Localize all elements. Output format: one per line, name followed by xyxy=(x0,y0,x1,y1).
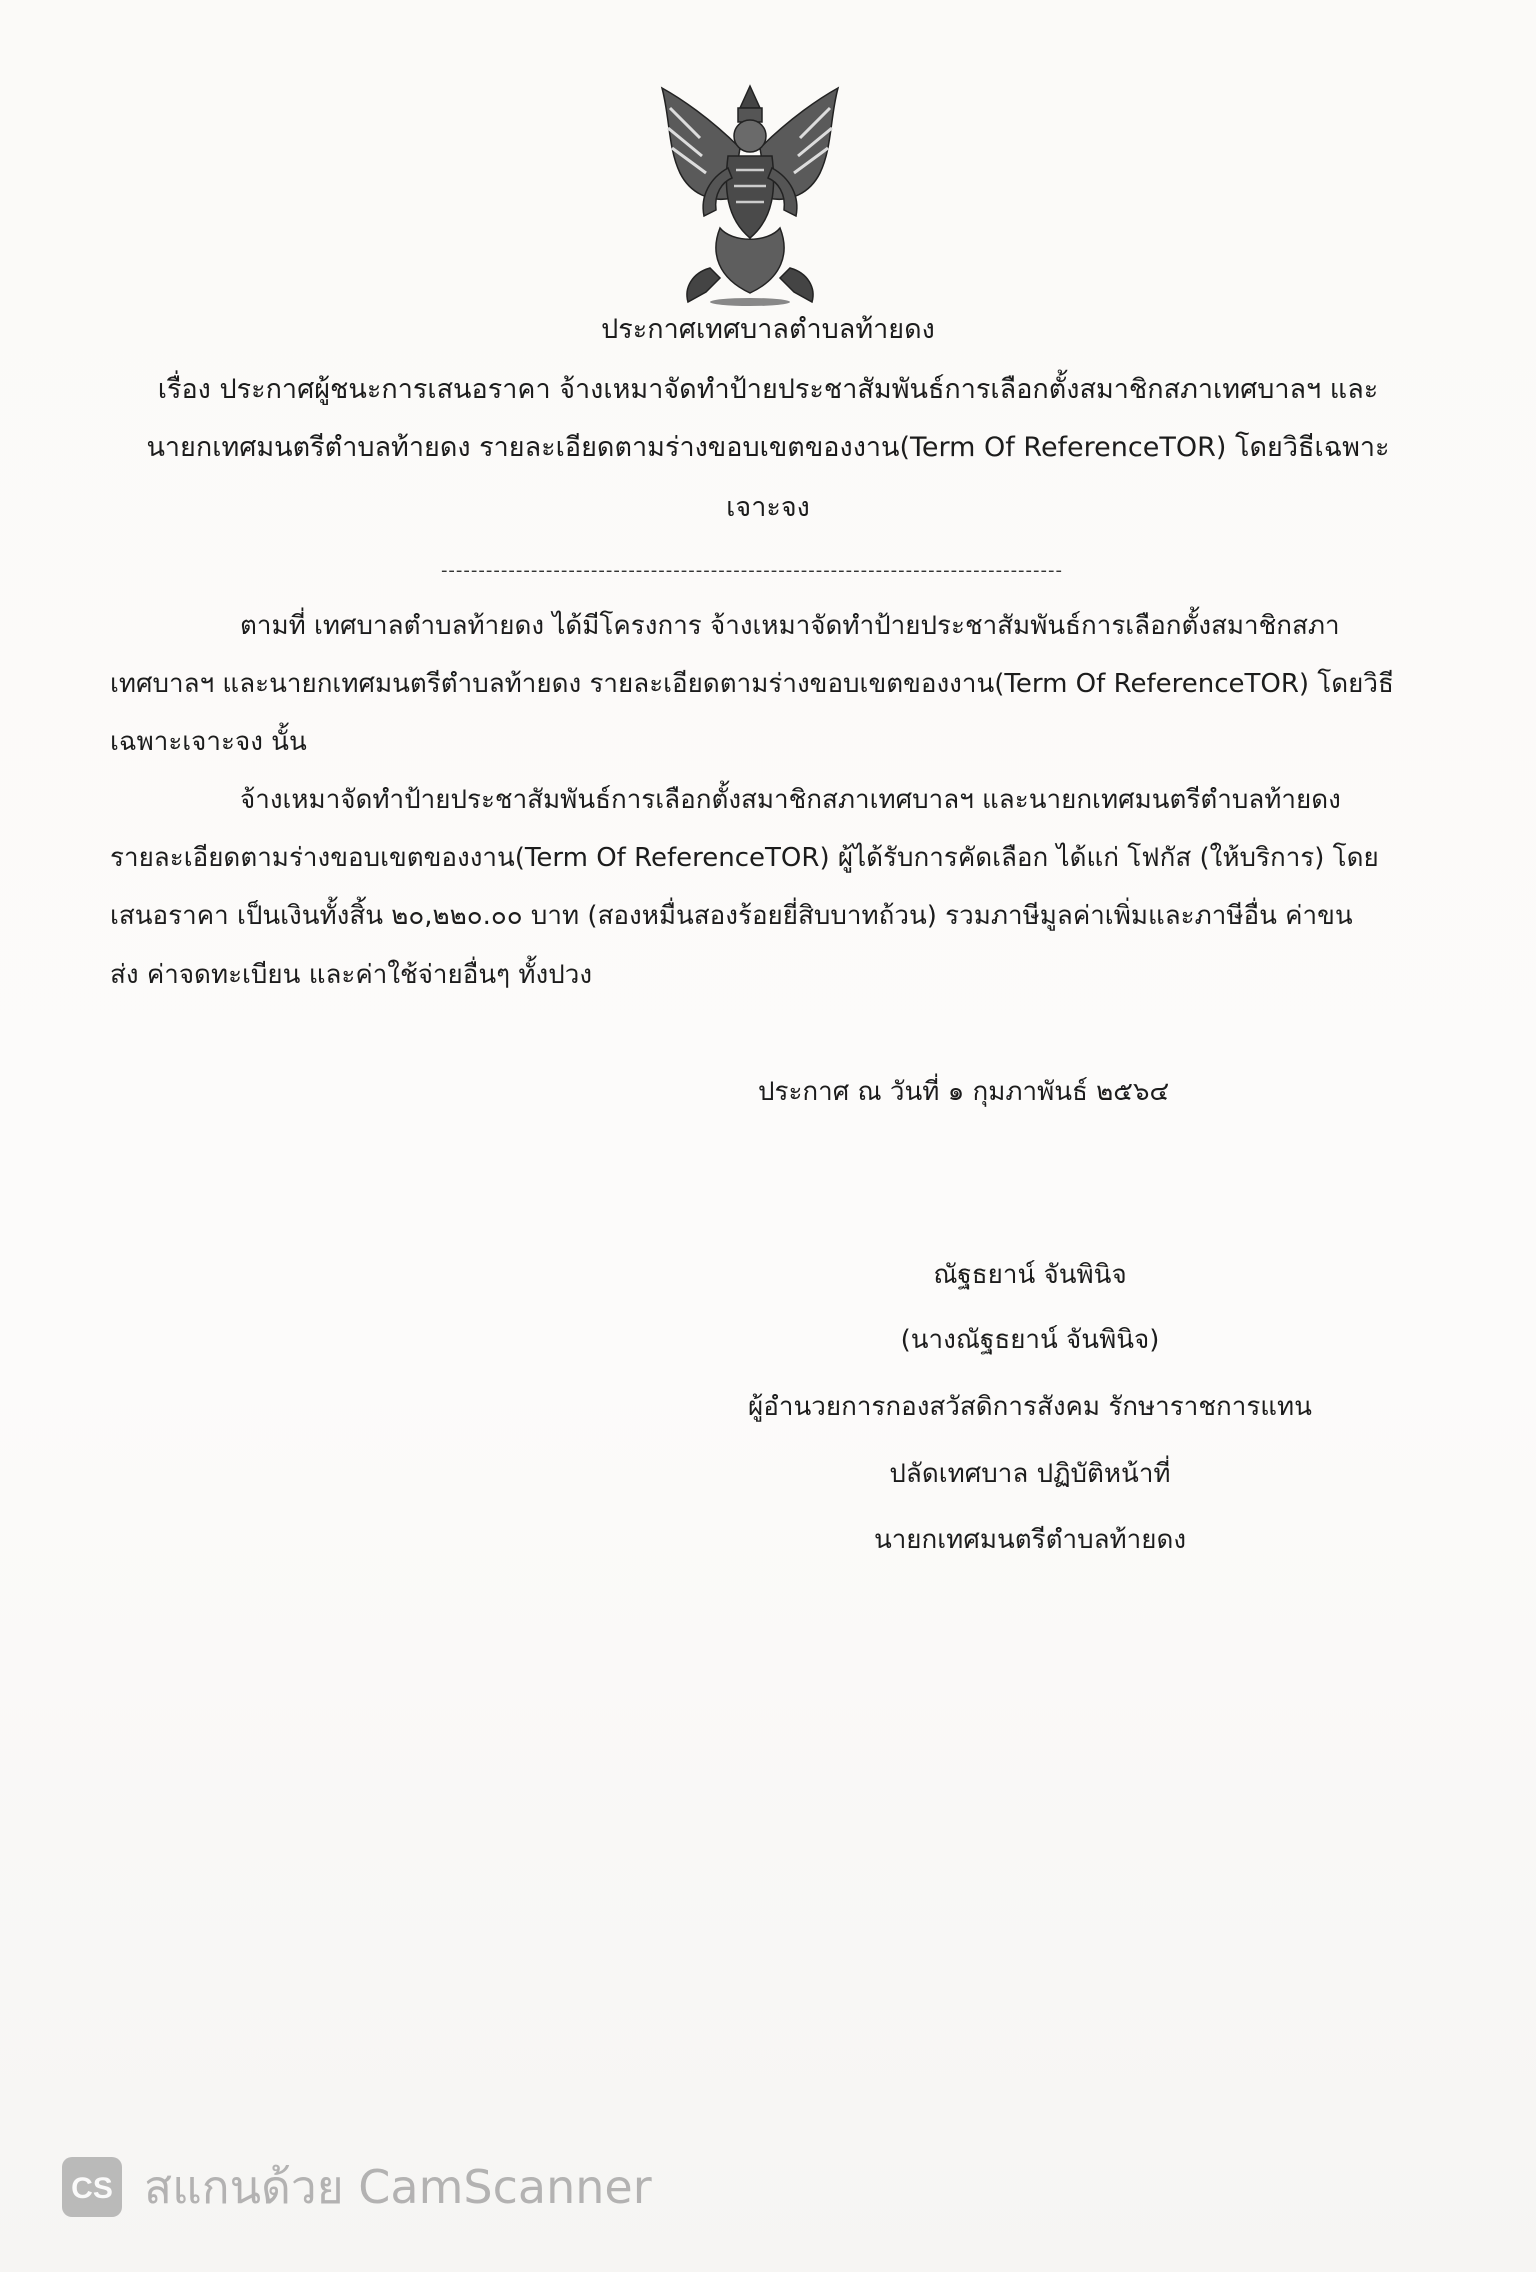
signer-position-line-3: นายกเทศมนตรีตำบลท้ายดง xyxy=(873,1525,1187,1555)
paragraph2-line-4: ส่ง ค่าจดทะเบียน และค่าใช้จ่ายอื่นๆ ทั้งปวง xyxy=(110,960,593,990)
svg-text:CS: CS xyxy=(71,2172,113,2205)
subject-line-3: เจาะจง xyxy=(726,492,810,523)
camscanner-watermark xyxy=(60,2152,652,2222)
section-divider: ----------------------------------------------------------------------------------- xyxy=(440,560,1064,581)
paragraph1-line-3: เฉพาะเจาะจง นั้น xyxy=(110,727,307,757)
signer-position-line-1: ผู้อำนวยการกองสวัสดิการสังคม รักษาราชการแทน xyxy=(748,1392,1312,1422)
document-title: ประกาศเทศบาลตำบลท้ายดง xyxy=(601,314,935,345)
paragraph2-line-2: รายละเอียดตามร่างขอบเขตของงาน(Term Of ReferenceTOR) ผู้ได้รับการคัดเลือก ได้แก่ โฟกัส (ให้บริการ) โดย xyxy=(110,843,1379,873)
paragraph1-line-2: เทศบาลฯ และนายกเทศมนตรีตำบลท้ายดง รายละเอียดตามร่างขอบเขตของงาน(Term Of ReferenceTOR) โดยวิธี xyxy=(110,669,1394,699)
paragraph2-line-3: เสนอราคา เป็นเงินทั้งสิ้น ๒๐,๒๒๐.๐๐ บาท (สองหมื่นสองร้อยยี่สิบบาทถ้วน) รวมภาษีมูลค่าเพิ่มและภาษีอื่น ค่าขน xyxy=(110,901,1353,931)
garuda-emblem-icon xyxy=(640,78,860,308)
subject-line-2: นายกเทศมนตรีตำบลท้ายดง รายละเอียดตามร่างขอบเขตของงาน(Term Of ReferenceTOR) โดยวิธีเฉพาะ xyxy=(146,432,1390,463)
paragraph2-line-1: จ้างเหมาจัดทำป้ายประชาสัมพันธ์การเลือกตั้งสมาชิกสภาเทศบาลฯ และนายกเทศมนตรีตำบลท้ายดง xyxy=(240,785,1341,815)
camscanner-logo-icon xyxy=(60,2155,124,2219)
signer-position-line-2: ปลัดเทศบาล ปฏิบัติหน้าที่ xyxy=(889,1459,1171,1489)
announcement-date: ประกาศ ณ วันที่ ๑ กุมภาพันธ์ ๒๕๖๔ xyxy=(758,1077,1170,1107)
watermark-text: สแกนด้วย CamScanner xyxy=(144,2159,652,2214)
signed-name: ณัฐธยาน์ จันพินิจ xyxy=(933,1260,1127,1290)
paragraph1-line-1: ตามที่ เทศบาลตำบลท้ายดง ได้มีโครงการ จ้างเหมาจัดทำป้ายประชาสัมพันธ์การเลือกตั้งสมาชิกสภา xyxy=(240,611,1340,641)
subject-line-1: เรื่อง ประกาศผู้ชนะการเสนอราคา จ้างเหมาจัดทำป้ายประชาสัมพันธ์การเลือกตั้งสมาชิกสภาเทศบาลฯ และ xyxy=(157,374,1379,405)
signer-full-name: (นางณัฐธยาน์ จันพินิจ) xyxy=(900,1325,1160,1355)
